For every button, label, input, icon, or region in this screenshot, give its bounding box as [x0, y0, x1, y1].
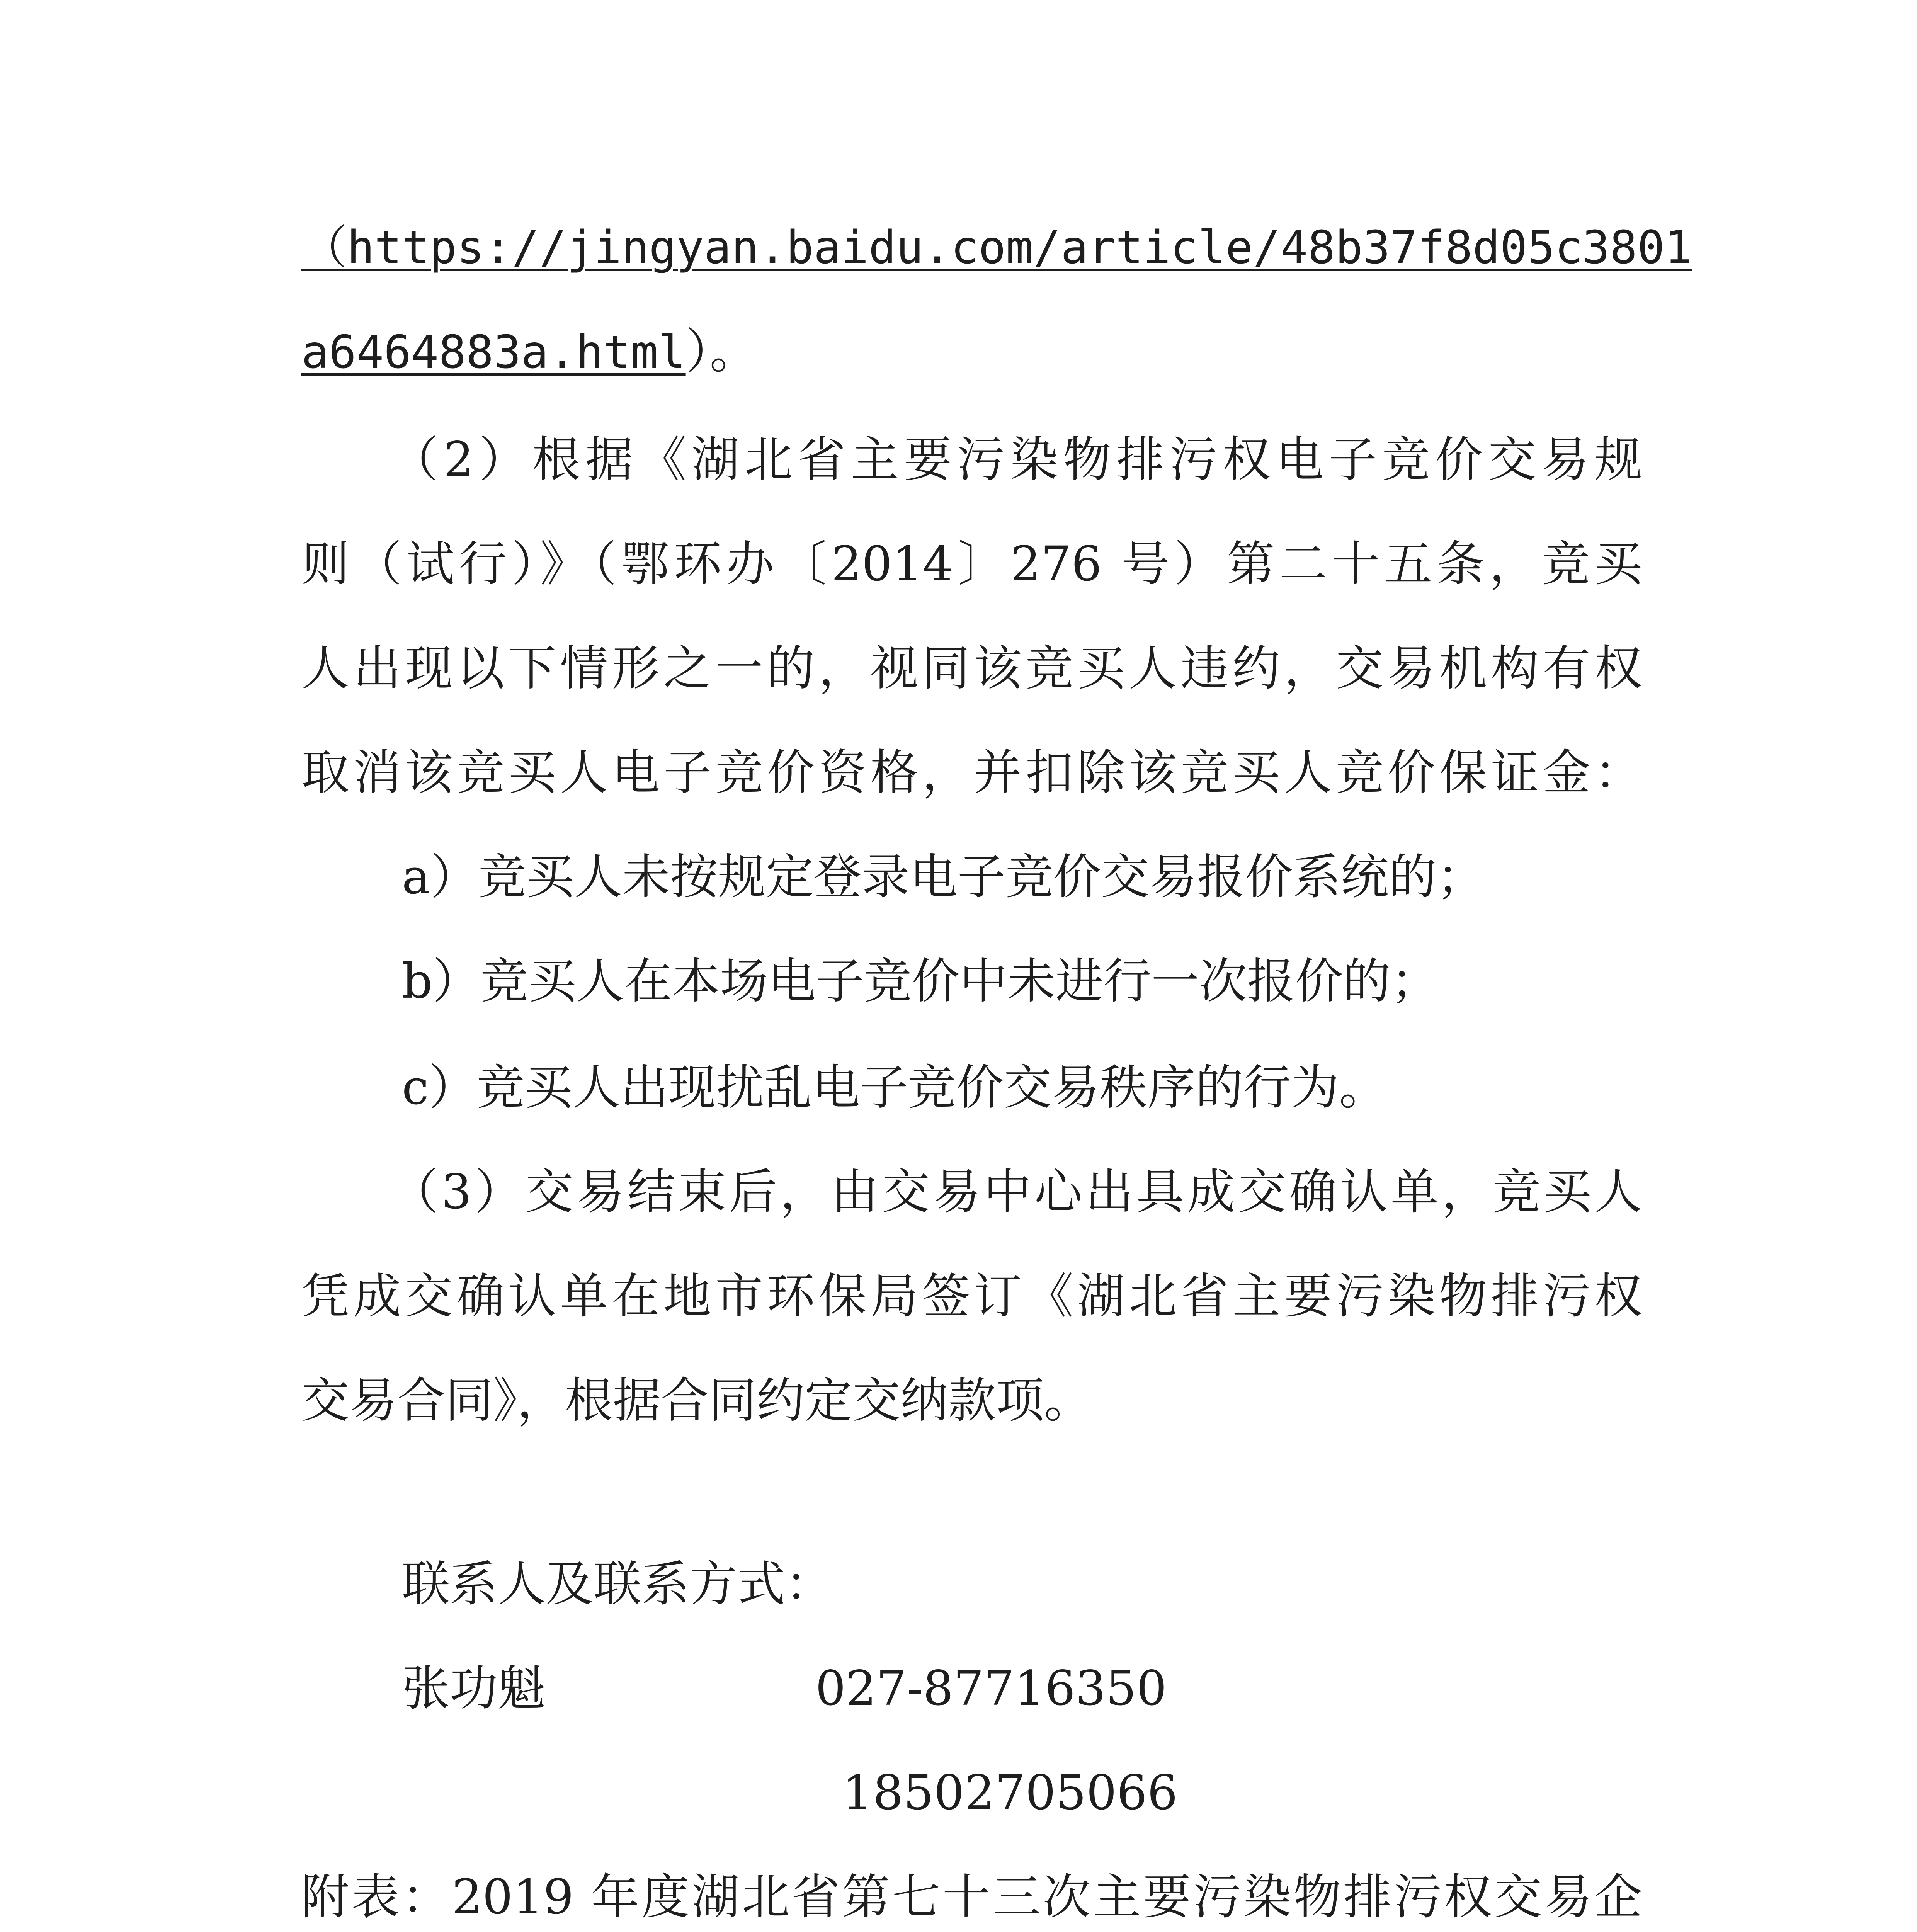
contact-phone-2[interactable]: 18502705066	[842, 1765, 1178, 1821]
contact-phone-1[interactable]: 027-87716350	[815, 1661, 1167, 1716]
list-item-c: c）竞买人出现扰乱电子竞价交易秩序的行为。	[402, 1060, 1387, 1116]
reference-link-part-1[interactable]: （https://jingyan.baidu.com/article/48b37f8d05c3801	[301, 221, 1692, 274]
contact-heading: 联系人及联系方式：	[402, 1556, 833, 1612]
paragraph-3-line-1: （3）交易结束后，由交易中心出具成交确认单，竞买人	[390, 1164, 1642, 1220]
url-line-tail: ）。	[685, 324, 758, 379]
contact-name: 张功魁	[402, 1661, 546, 1716]
paragraph-2-line-2: 则（试行）》（鄂环办〔2014〕276 号）第二十五条，竞买	[301, 536, 1642, 592]
paragraph-2-line-4: 取消该竞买人电子竞价资格，并扣除该竞买人竞价保证金：	[301, 745, 1642, 801]
url-line-2	[301, 321, 758, 383]
reference-link-part-2[interactable]: a6464883a.html	[301, 325, 686, 379]
url-line-1	[301, 216, 1692, 278]
list-item-b: b）竞买人在本场电子竞价中未进行一次报价的；	[402, 954, 1439, 1009]
list-item-a: a）竞买人未按规定登录电子竞价交易报价系统的；	[402, 849, 1485, 905]
paragraph-3-line-2: 凭成交确认单在地市环保局签订《湖北省主要污染物排污权	[301, 1269, 1642, 1324]
paragraph-2-line-1: （2）根据《湖北省主要污染物排污权电子竞价交易规	[390, 432, 1642, 488]
attachment-line-1: 附表：2019 年度湖北省第七十三次主要污染物排污权交易企	[301, 1869, 1642, 1925]
paragraph-3-line-3: 交易合同》，根据合同约定交纳款项。	[301, 1373, 1092, 1429]
paragraph-2-line-3: 人出现以下情形之一的，视同该竞买人违约，交易机构有权	[301, 641, 1642, 696]
